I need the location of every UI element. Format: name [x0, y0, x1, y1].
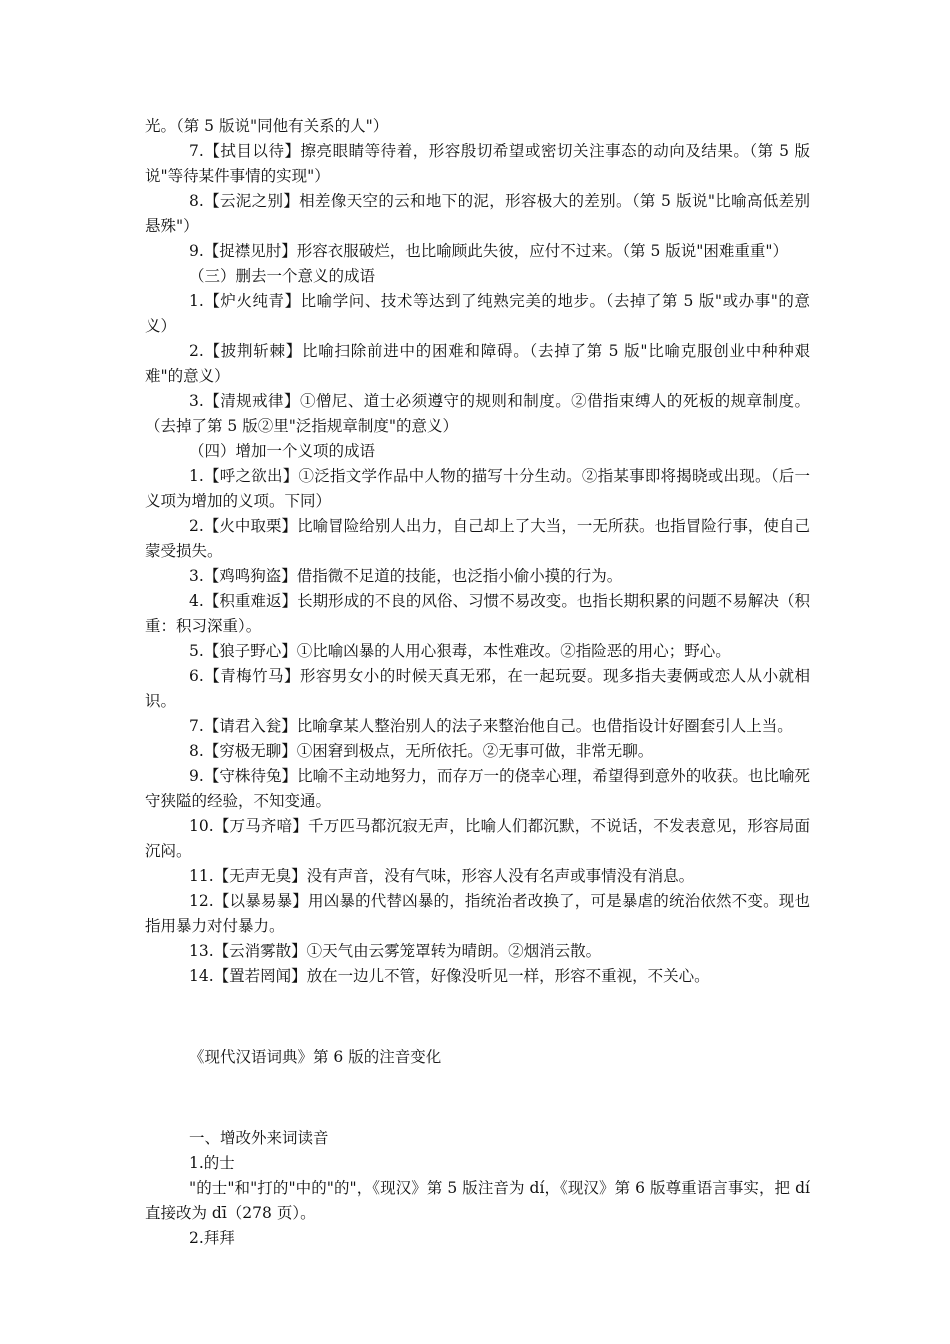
paragraph: 一、增改外来词读音 [189, 1129, 329, 1147]
paragraph: （三）删去一个意义的成语 [189, 267, 376, 285]
paragraph: 3.【鸡鸣狗盗】借指微不足道的技能，也泛指小偷小摸的行为。 [189, 567, 623, 585]
paragraph: 12.【以暴易暴】用凶暴的代替凶暴的，指统治者改换了，可是暴虐的统治依然不变。现也指用暴力对付暴力。 [145, 892, 810, 935]
paragraph: 光。（第 5 版说"同他有关系的人"） [145, 117, 389, 135]
paragraph: 13.【云消雾散】①天气由云雾笼罩转为晴朗。②烟消云散。 [189, 942, 602, 960]
paragraph: 3.【清规戒律】①僧尼、道士必须遵守的规则和制度。②借指束缚人的死板的规章制度。（去掉了第 5 版②里"泛指规章制度"的意义） [145, 392, 810, 435]
paragraph: （四）增加一个义项的成语 [189, 442, 376, 460]
paragraph: 2.【火中取栗】比喻冒险给别人出力，自己却上了大当，一无所获。也指冒险行事，使自己蒙受损失。 [145, 517, 810, 560]
paragraph: 14.【置若罔闻】放在一边儿不管，好像没听见一样，形容不重视，不关心。 [189, 967, 710, 985]
blank-line [145, 1005, 810, 1030]
paragraph: 2.拜拜 [189, 1229, 235, 1247]
paragraph: 5.【狼子野心】①比喻凶暴的人用心狠毒，本性难改。②指险恶的用心；野心。 [189, 642, 731, 660]
paragraph: 9.【守株待兔】比喻不主动地努力，而存万一的侥幸心理，希望得到意外的收获。也比喻死守狭隘的经验，不知变通。 [145, 767, 810, 810]
paragraph: 7.【请君入瓮】比喻拿某人整治别人的法子来整治他自己。也借指设计好圈套引人上当。 [189, 717, 793, 735]
paragraph: 1.【呼之欲出】①泛指文学作品中人物的描写十分生动。②指某事即将揭晓或出现。（后一义项为增加的义项。下同） [145, 467, 810, 510]
paragraph: 10.【万马齐喑】千万匹马都沉寂无声，比喻人们都沉默，不说话，不发表意见，形容局面沉闷。 [145, 817, 810, 860]
paragraph: 7.【拭目以待】擦亮眼睛等待着，形容殷切希望或密切关注事态的动向及结果。（第 5 版说"等待某件事情的实现"） [145, 142, 810, 185]
paragraph: 2.【披荆斩棘】比喻扫除前进中的困难和障碍。（去掉了第 5 版"比喻克服创业中种种艰难"的意义） [145, 342, 810, 385]
paragraph: 9.【捉襟见肘】形容衣服破烂，也比喻顾此失彼，应付不过来。（第 5 版说"困难重重"） [189, 242, 789, 260]
paragraph: 8.【云泥之别】相差像天空的云和地下的泥，形容极大的差别。（第 5 版说"比喻高低差别悬殊"） [145, 192, 810, 235]
paragraph: 4.【积重难返】长期形成的不良的风俗、习惯不易改变。也指长期积累的问题不易解决（积重：积习深重）。 [145, 592, 810, 635]
document-body [145, 114, 810, 1251]
paragraph: "的士"和"打的"中的"的"，《现汉》第 5 版注音为 dí，《现汉》第 6 版尊重语言事实，把 dí 直接改为 dī（278 页）。 [145, 1179, 810, 1222]
paragraph: 《现代汉语词典》第 6 版的注音变化 [189, 1048, 442, 1066]
paragraph: 6.【青梅竹马】形容男女小的时候天真无邪，在一起玩耍。现多指夫妻俩或恋人从小就相识。 [145, 667, 810, 710]
paragraph: 1.的士 [189, 1154, 235, 1172]
paragraph: 8.【穷极无聊】①困窘到极点，无所依托。②无事可做，非常无聊。 [189, 742, 654, 760]
blank-line [145, 1086, 810, 1111]
paragraph: 11.【无声无臭】没有声音，没有气味，形容人没有名声或事情没有消息。 [189, 867, 695, 885]
paragraph: 1.【炉火纯青】比喻学问、技术等达到了纯熟完美的地步。（去掉了第 5 版"或办事"的意义） [145, 292, 810, 335]
